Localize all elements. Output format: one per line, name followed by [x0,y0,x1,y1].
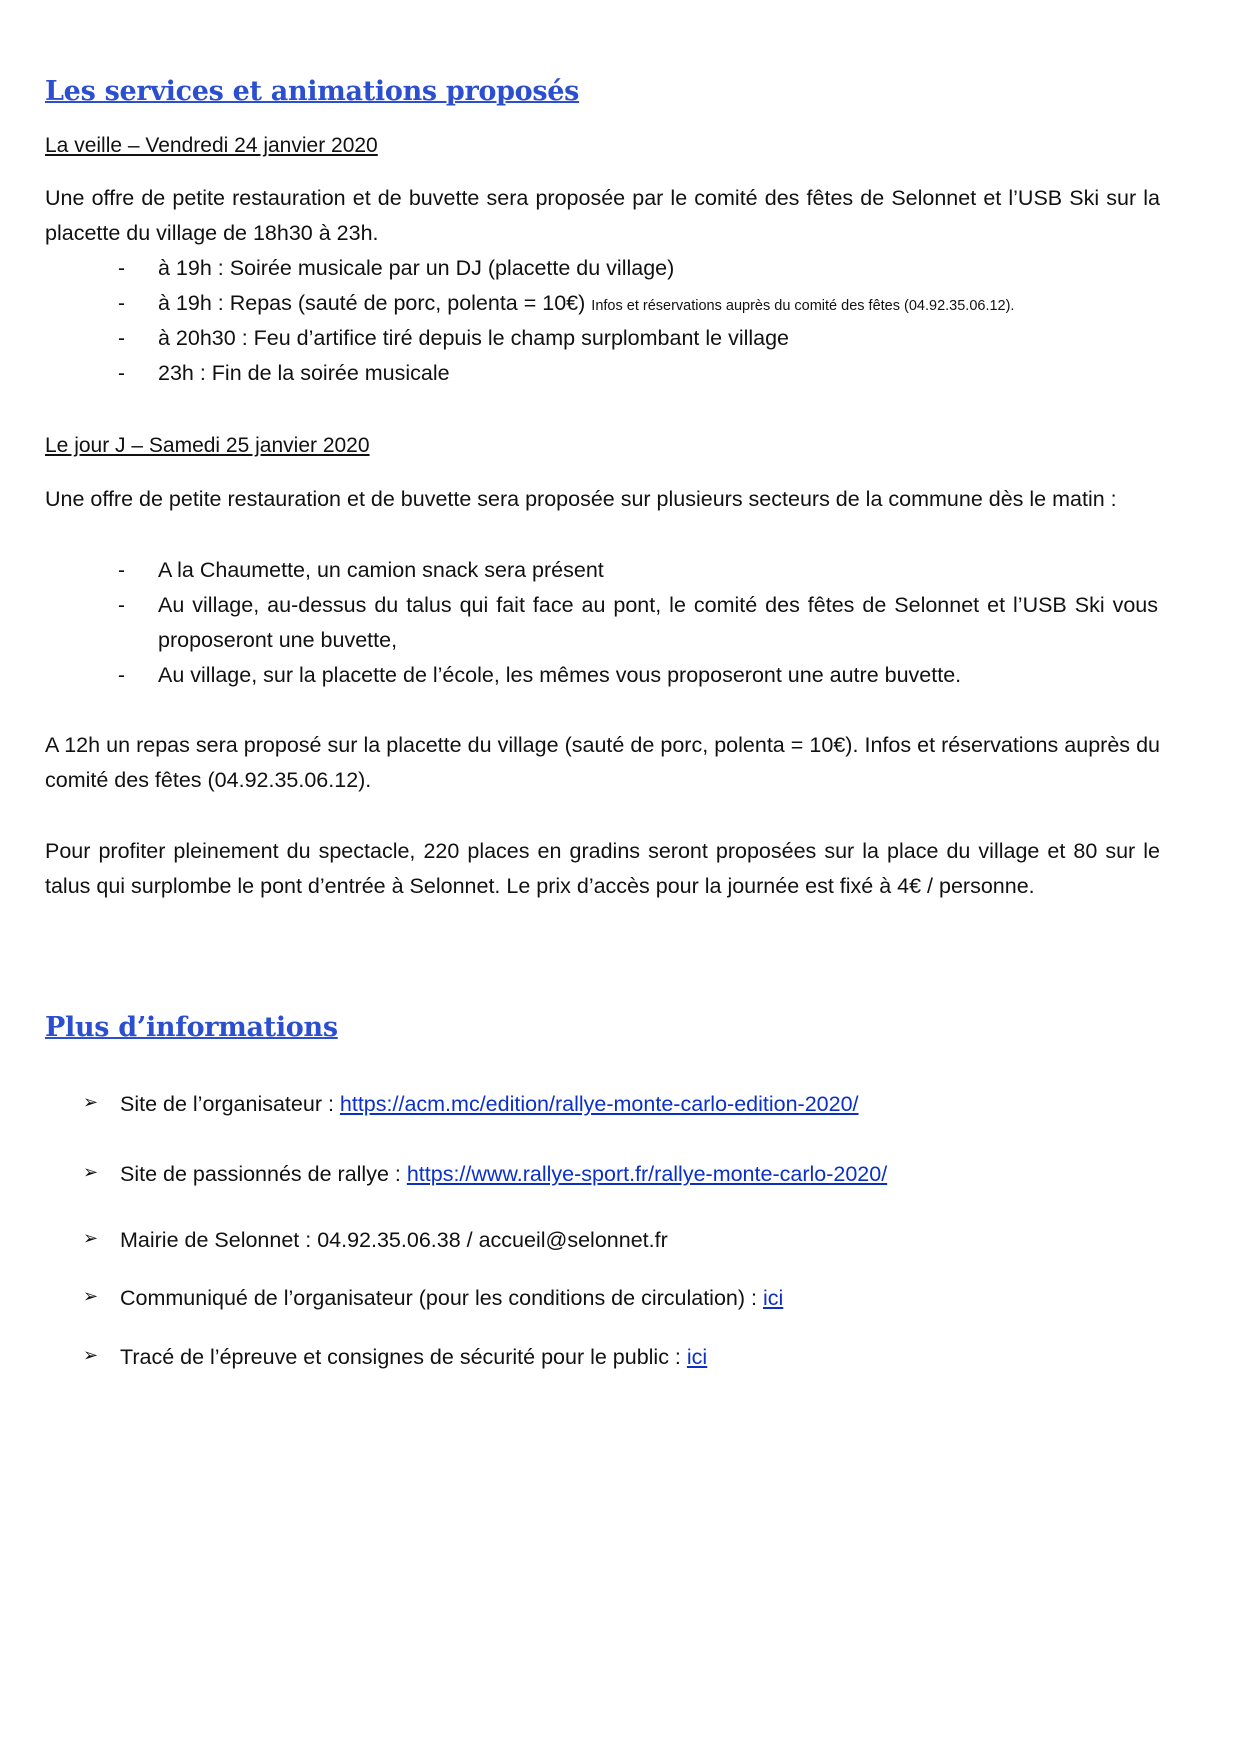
organizer-site-link[interactable]: https://acm.mc/edition/rallye-monte-carlo-edition-2020/ [339,1092,859,1116]
eve-intro: Une offre de petite restauration et de buvette sera proposée par le comité des fêtes de Selonnet et l’USB Ski sur la placette du village de 18h30 à 23h. [45,186,1160,245]
list-item-text: 23h : Fin de la soirée musicale [158,361,450,385]
seating-paragraph: Pour profiter pleinement du spectacle, 220 places en gradins seront proposées sur la place du village et 80 sur le talus qui surplombe le pont d’entrée à Selonnet. Le prix d’accès pour la journée est fixé à 4€ / personne. [45,839,1160,898]
info-label: Site de passionnés de rallye : [120,1162,407,1186]
dash-bullet-icon: - [118,594,125,617]
day-intro: Une offre de petite restauration et de buvette sera proposée sur plusieurs secteurs de la commune dès le matin : [45,487,1117,511]
meal-paragraph: A 12h un repas sera proposé sur la placette du village (sauté de porc, polenta = 10€). Infos et réservations auprès du comité des fêtes (04.92.35.06.12). [45,733,1160,792]
arrow-bullet-icon: ➢ [83,1228,99,1248]
dash-bullet-icon: - [118,664,125,687]
arrow-bullet-icon: ➢ [83,1345,99,1365]
press-release-link[interactable]: ici [762,1286,784,1310]
rally-fans-site-link[interactable]: https://www.rallye-sport.fr/rallye-monte-carlo-2020/ [406,1162,888,1186]
info-text [120,1092,859,1117]
heading-services: Les services et animations proposés [45,76,580,107]
dash-bullet-icon: - [118,327,125,350]
info-text [120,1286,783,1311]
subheading-eve: La veille – Vendredi 24 janvier 2020 [45,134,378,157]
subheading-day: Le jour J – Samedi 25 janvier 2020 [45,434,370,457]
list-item-text: à 20h30 : Feu d’artifice tiré depuis le champ surplombant le village [158,326,790,350]
info-label: Site de l’organisateur : [120,1092,340,1116]
arrow-bullet-icon: ➢ [83,1286,99,1306]
info-text [120,1162,887,1187]
list-item-text: A la Chaumette, un camion snack sera présent [158,558,604,582]
dash-bullet-icon: - [118,362,125,385]
list-item-text: Au village, au-dessus du talus qui fait face au pont, le comité des fêtes de Selonnet et l’USB Ski vous proposeront une buvette, [158,593,1158,652]
heading-more-info: Plus d’informations [45,1012,338,1043]
item-main-text: à 19h : Repas (sauté de porc, polenta = 10€) [158,291,586,315]
item-note: Infos et réservations auprès du comité des fêtes (04.92.35.06.12). [591,298,1015,314]
dash-bullet-icon: - [118,292,125,315]
list-item-text: à 19h : Soirée musicale par un DJ (placette du village) [158,256,675,280]
mairie-contact: Mairie de Selonnet : 04.92.35.06.38 / accueil@selonnet.fr [120,1228,668,1252]
arrow-bullet-icon: ➢ [83,1162,99,1182]
dash-bullet-icon: - [118,559,125,582]
info-text [120,1345,707,1370]
list-item-text [158,286,1158,324]
dash-bullet-icon: - [118,257,125,280]
info-label: Tracé de l’épreuve et consignes de sécurité pour le public : [120,1345,687,1369]
arrow-bullet-icon: ➢ [83,1092,99,1112]
route-safety-link[interactable]: ici [686,1345,708,1369]
info-label: Communiqué de l’organisateur (pour les conditions de circulation) : [120,1286,763,1310]
list-item-text: Au village, sur la placette de l’école, les mêmes vous proposeront une autre buvette. [158,663,962,687]
